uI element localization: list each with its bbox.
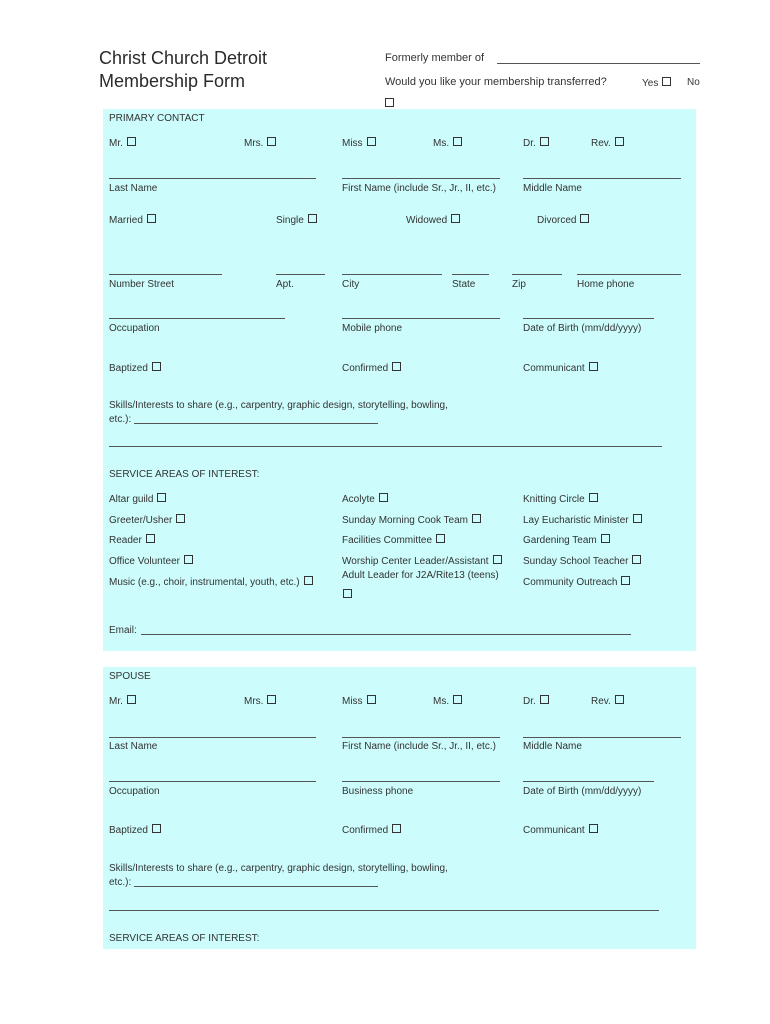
checkbox[interactable]	[127, 695, 136, 704]
last-name-field[interactable]	[109, 178, 316, 179]
primary-communicant[interactable]: Communicant	[523, 362, 598, 375]
primary-title-mrs[interactable]: Mrs.	[244, 137, 276, 150]
spouse-middle-name-label: Middle Name	[523, 741, 582, 752]
city-field[interactable]	[342, 274, 442, 275]
middle-name-field[interactable]	[523, 178, 681, 179]
checkbox[interactable]	[304, 576, 313, 585]
checkbox[interactable]	[540, 137, 549, 146]
spouse-section	[103, 667, 696, 949]
checkbox[interactable]	[146, 534, 155, 543]
checkbox[interactable]	[147, 214, 156, 223]
transfer-yes-checkbox[interactable]	[662, 77, 671, 86]
apt-field[interactable]	[276, 274, 325, 275]
checkbox[interactable]	[472, 514, 481, 523]
checkbox[interactable]	[176, 514, 185, 523]
spouse-skills-field[interactable]	[134, 886, 378, 887]
home-phone-label: Home phone	[577, 279, 635, 290]
spouse-section-title: SPOUSE	[109, 671, 151, 682]
spouse-baptized[interactable]: Baptized	[109, 824, 161, 837]
checkbox[interactable]	[308, 214, 317, 223]
street-field[interactable]	[109, 274, 222, 275]
spouse-communicant[interactable]: Communicant	[523, 824, 598, 837]
service-altar-guild[interactable]: Altar guild	[109, 493, 166, 506]
service-community-outreach[interactable]: Community Outreach	[523, 576, 630, 589]
primary-baptized[interactable]: Baptized	[109, 362, 161, 375]
transfer-no-checkbox[interactable]	[385, 98, 394, 107]
primary-title-ms[interactable]: Ms.	[433, 137, 462, 150]
spouse-first-name-field[interactable]	[342, 737, 500, 738]
spouse-confirmed[interactable]: Confirmed	[342, 824, 401, 837]
occupation-label: Occupation	[109, 323, 160, 334]
transfer-yes-label: Yes	[642, 78, 659, 89]
occupation-field[interactable]	[109, 318, 285, 319]
formerly-member-label: Formerly member of	[385, 52, 485, 64]
checkbox[interactable]	[453, 137, 462, 146]
service-greeter-usher[interactable]: Greeter/Usher	[109, 514, 185, 527]
checkbox[interactable]	[367, 137, 376, 146]
checkbox[interactable]	[601, 534, 610, 543]
formerly-member-field[interactable]	[497, 63, 700, 64]
service-worship-leader[interactable]: Worship Center Leader/Assistant	[342, 555, 502, 568]
form-title-line2: Membership Form	[99, 71, 246, 91]
zip-label: Zip	[512, 279, 526, 290]
service-reader[interactable]: Reader	[109, 534, 155, 547]
spouse-skills-field-line2[interactable]	[109, 910, 659, 911]
checkbox[interactable]	[184, 555, 193, 564]
spouse-skills-label: Skills/Interests to share (e.g., carpentry, graphic design, storytelling, bowling,	[109, 863, 448, 874]
spouse-title-rev[interactable]: Rev.	[591, 695, 624, 708]
checkbox[interactable]	[580, 214, 589, 223]
spouse-title-miss[interactable]: Miss	[342, 695, 376, 708]
state-label: State	[452, 279, 476, 290]
marital-married[interactable]: Married	[109, 214, 156, 227]
checkbox[interactable]	[632, 555, 641, 564]
dob-label: Date of Birth (mm/dd/yyyy)	[523, 323, 642, 334]
transfer-question: Would you like your membership transferred?	[385, 76, 607, 88]
skills-field[interactable]	[134, 423, 378, 424]
checkbox[interactable]	[615, 137, 624, 146]
marital-single[interactable]: Single	[276, 214, 317, 227]
marital-widowed[interactable]: Widowed	[406, 214, 460, 227]
primary-title-miss[interactable]: Miss	[342, 137, 376, 150]
first-name-field[interactable]	[342, 178, 500, 179]
spouse-business-phone-label: Business phone	[342, 786, 414, 797]
service-adult-leader: Adult Leader for J2A/Rite13 (teens)	[342, 570, 499, 581]
primary-section-title: PRIMARY CONTACT	[109, 113, 205, 124]
service-cook-team[interactable]: Sunday Morning Cook Team	[342, 514, 481, 527]
checkbox[interactable]	[493, 555, 502, 564]
street-label: Number Street	[109, 279, 175, 290]
city-label: City	[342, 279, 360, 290]
spouse-dob-field[interactable]	[523, 781, 654, 782]
spouse-title-mrs[interactable]: Mrs.	[244, 695, 276, 708]
primary-title-dr[interactable]: Dr.	[523, 137, 549, 150]
skills-label: Skills/Interests to share (e.g., carpentry, graphic design, storytelling, bowling,	[109, 400, 448, 411]
spouse-business-phone-field[interactable]	[342, 781, 500, 782]
first-name-label: First Name (include Sr., Jr., II, etc.)	[342, 183, 496, 194]
spouse-title-ms[interactable]: Ms.	[433, 695, 462, 708]
checkbox[interactable]	[392, 824, 401, 833]
checkbox[interactable]	[157, 493, 166, 502]
checkbox[interactable]	[633, 514, 642, 523]
spouse-occupation-field[interactable]	[109, 781, 316, 782]
checkbox[interactable]	[589, 824, 598, 833]
spouse-occupation-label: Occupation	[109, 786, 160, 797]
middle-name-label: Middle Name	[523, 183, 582, 194]
service-adult-leader-checkbox[interactable]	[343, 589, 352, 598]
skills-field-line2[interactable]	[109, 446, 662, 447]
spouse-first-name-label: First Name (include Sr., Jr., II, etc.)	[342, 741, 496, 752]
service-music[interactable]: Music (e.g., choir, instrumental, youth, etc.)	[109, 576, 313, 589]
checkbox[interactable]	[589, 362, 598, 371]
service-areas-title: SERVICE AREAS OF INTEREST:	[109, 469, 260, 480]
checkbox[interactable]	[451, 214, 460, 223]
service-gardening[interactable]: Gardening Team	[523, 534, 610, 547]
apt-label: Apt.	[276, 279, 294, 290]
home-phone-field[interactable]	[577, 274, 681, 275]
spouse-last-name-label: Last Name	[109, 741, 158, 752]
checkbox[interactable]	[267, 695, 276, 704]
primary-title-mr[interactable]: Mr.	[109, 137, 136, 150]
checkbox[interactable]	[379, 493, 388, 502]
spouse-skills-label-cont: etc.):	[109, 877, 132, 888]
checkbox[interactable]	[621, 576, 630, 585]
state-field[interactable]	[452, 274, 489, 275]
checkbox[interactable]	[436, 534, 445, 543]
service-facilities[interactable]: Facilities Committee	[342, 534, 445, 547]
spouse-last-name-field[interactable]	[109, 737, 316, 738]
checkbox[interactable]	[127, 137, 136, 146]
transfer-yes-option[interactable]	[642, 77, 671, 89]
spouse-service-areas-title: SERVICE AREAS OF INTEREST:	[109, 933, 260, 944]
primary-confirmed[interactable]: Confirmed	[342, 362, 401, 375]
checkbox[interactable]	[152, 824, 161, 833]
mobile-phone-field[interactable]	[342, 318, 500, 319]
checkbox[interactable]	[615, 695, 624, 704]
spouse-dob-label: Date of Birth (mm/dd/yyyy)	[523, 786, 642, 797]
service-office-volunteer[interactable]: Office Volunteer	[109, 555, 193, 568]
service-knitting-circle[interactable]: Knitting Circle	[523, 493, 598, 506]
mobile-phone-label: Mobile phone	[342, 323, 403, 334]
transfer-no-label: No	[687, 77, 700, 88]
checkbox[interactable]	[453, 695, 462, 704]
checkbox[interactable]	[267, 137, 276, 146]
checkbox[interactable]	[589, 493, 598, 502]
dob-field[interactable]	[523, 318, 654, 319]
spouse-title-dr[interactable]: Dr.	[523, 695, 549, 708]
form-title-line1: Christ Church Detroit	[99, 48, 268, 68]
spouse-title-mr[interactable]: Mr.	[109, 695, 136, 708]
service-lay-minister[interactable]: Lay Eucharistic Minister	[523, 514, 642, 527]
zip-field[interactable]	[512, 274, 562, 275]
email-label: Email:	[109, 625, 137, 636]
last-name-label: Last Name	[109, 183, 158, 194]
checkbox[interactable]	[367, 695, 376, 704]
primary-title-rev[interactable]: Rev.	[591, 137, 624, 150]
checkbox[interactable]	[152, 362, 161, 371]
skills-label-cont: etc.):	[109, 414, 132, 425]
checkbox[interactable]	[392, 362, 401, 371]
service-acolyte[interactable]: Acolyte	[342, 493, 388, 506]
marital-divorced[interactable]: Divorced	[537, 214, 589, 227]
service-sunday-school[interactable]: Sunday School Teacher	[523, 555, 641, 568]
spouse-middle-name-field[interactable]	[523, 737, 681, 738]
checkbox[interactable]	[540, 695, 549, 704]
email-field[interactable]	[141, 634, 631, 635]
